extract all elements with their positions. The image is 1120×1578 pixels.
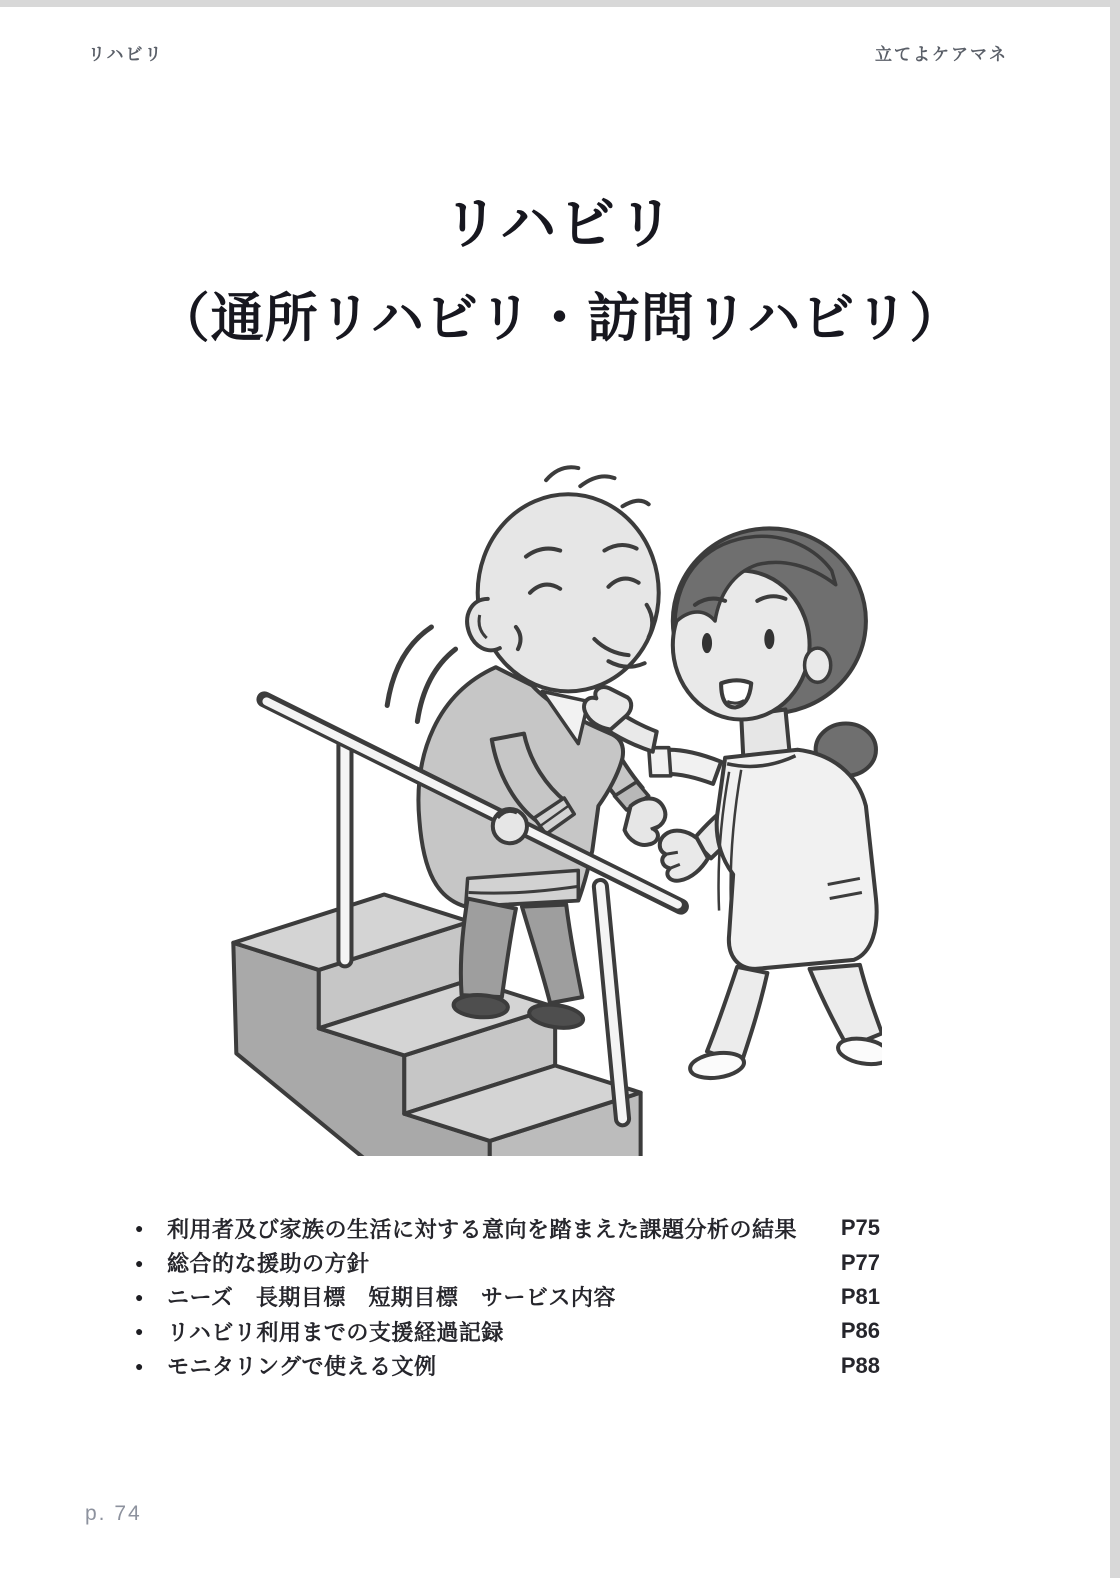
toc-item — [135, 1211, 880, 1245]
toc-item — [135, 1280, 880, 1314]
toc-item — [135, 1314, 880, 1348]
toc-item-page-ref: P75 — [840, 1215, 880, 1241]
toc-item-page-ref: P77 — [840, 1249, 880, 1275]
page-subtitle: （通所リハビリ・訪問リハビリ） — [156, 289, 964, 348]
toc-item-label: 総合的な援助の方針 — [167, 1251, 370, 1277]
bullet-icon: ● — [135, 1288, 144, 1305]
page-title: リハビリ — [442, 192, 678, 255]
toc-item — [135, 1349, 880, 1383]
man-grip-hand — [493, 809, 527, 843]
toc-item-label: 利用者及び家族の生活に対する意向を踏まえた課題分析の結果 — [167, 1216, 798, 1242]
header-right: 立てよケアマネ — [875, 45, 1008, 64]
toc-item — [135, 1245, 880, 1279]
bullet-icon: ● — [135, 1220, 144, 1237]
bullet-icon: ● — [135, 1254, 144, 1271]
toc-item-label: ニーズ 長期目標 短期目標 サービス内容 — [167, 1285, 616, 1311]
toc-item-label: モニタリングで使える文例 — [167, 1354, 437, 1380]
toc-list — [135, 1211, 880, 1383]
toc-item-page-ref: P81 — [840, 1283, 880, 1309]
toc-item-label: リハビリ利用までの支援経過記録 — [167, 1319, 504, 1345]
page-edge-top — [0, 0, 1120, 7]
page-number-footer: p. 74 — [85, 1502, 142, 1525]
toc-item-page-ref: P86 — [840, 1318, 880, 1344]
toc-item-page-ref: P88 — [840, 1352, 880, 1378]
bullet-icon: ● — [135, 1323, 144, 1340]
header-left: リハビリ — [88, 45, 164, 64]
rehab-illustration — [178, 452, 882, 1156]
bullet-icon: ● — [135, 1357, 144, 1374]
